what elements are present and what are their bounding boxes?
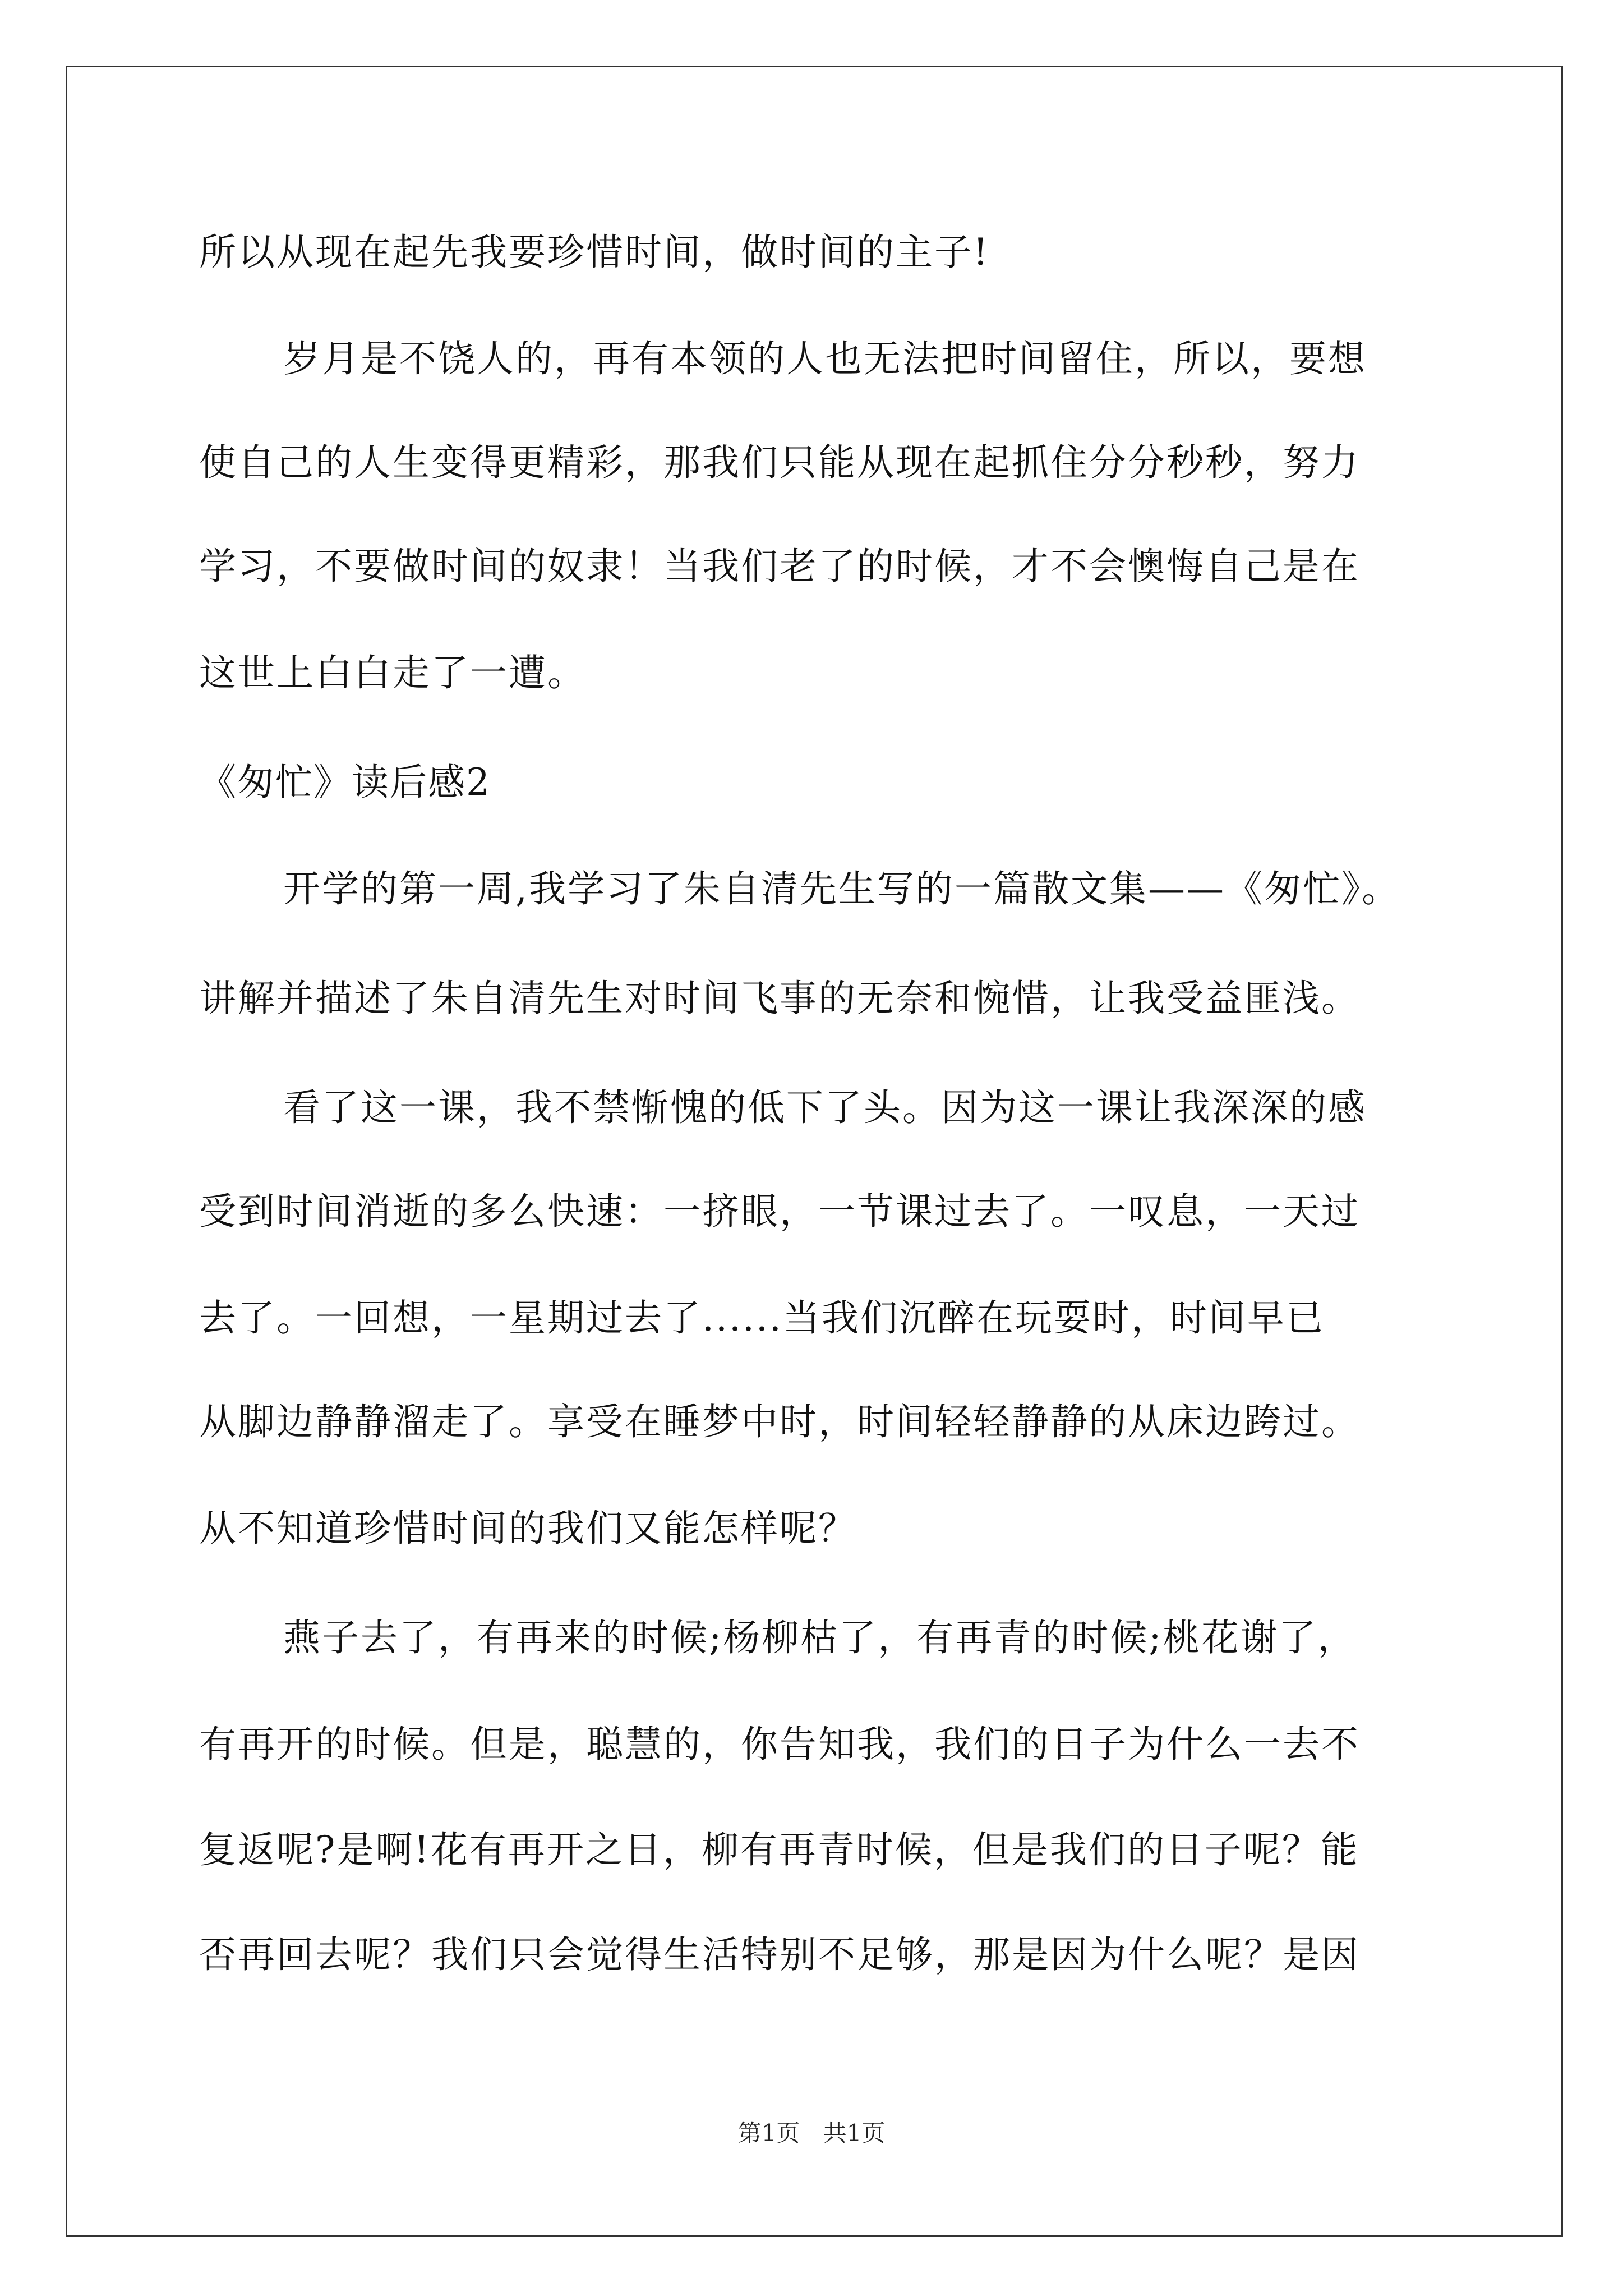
section-heading: 《匆忙》读后感2 [199, 761, 491, 804]
page-total: 共1页 [823, 2119, 886, 2147]
text-line-5: 这世上白白走了一遭。 [199, 651, 586, 694]
text-line-17: 否再回去呢？我们只会觉得生活特别不足够，那是因为什么呢？是因 [199, 1933, 1360, 1976]
text-line-3: 使自己的人生变得更精彩，那我们只能从现在起抓住分分秒秒，努力 [199, 441, 1360, 484]
text-line-1: 所以从现在起先我要珍惜时间，做时间的主子! [199, 231, 990, 274]
text-line-10: 受到时间消逝的多么快速：一挤眼，一节课过去了。一叹息，一天过 [199, 1190, 1360, 1233]
text-line-4: 学习，不要做时间的奴隶！当我们老了的时候，才不会懊悔自己是在 [199, 545, 1360, 588]
page-number: 第1页 [737, 2119, 800, 2147]
page-footer [0, 2119, 1623, 2147]
text-line-9: 看了这一课，我不禁惭愧的低下了头。因为这一课让我深深的感 [283, 1086, 1367, 1129]
text-line-7: 开学的第一周,我学习了朱自清先生写的一篇散文集——《匆忙》。 [283, 867, 1400, 910]
text-line-16: 复返呢?是啊!花有再开之日，柳有再青时候，但是我们的日子呢？能 [199, 1828, 1359, 1871]
text-line-11: 去了。一回想，一星期过去了......当我们沉醉在玩耍时，时间早已 [199, 1296, 1325, 1340]
text-line-13: 从不知道珍惜时间的我们又能怎样呢？ [199, 1507, 857, 1550]
text-line-12: 从脚边静静溜走了。享受在睡梦中时，时间轻轻静静的从床边跨过。 [199, 1400, 1360, 1443]
text-line-15: 有再开的时候。但是，聪慧的，你告知我，我们的日子为什么一去不 [199, 1723, 1360, 1766]
page-frame [66, 66, 1563, 2237]
text-line-2: 岁月是不饶人的，再有本领的人也无法把时间留住，所以，要想 [283, 337, 1367, 380]
text-line-14: 燕子去了，有再来的时候;杨柳枯了，有再青的时候;桃花谢了， [283, 1616, 1357, 1659]
text-line-8: 讲解并描述了朱自清先生对时间飞事的无奈和惋惜，让我受益匪浅。 [199, 977, 1360, 1020]
